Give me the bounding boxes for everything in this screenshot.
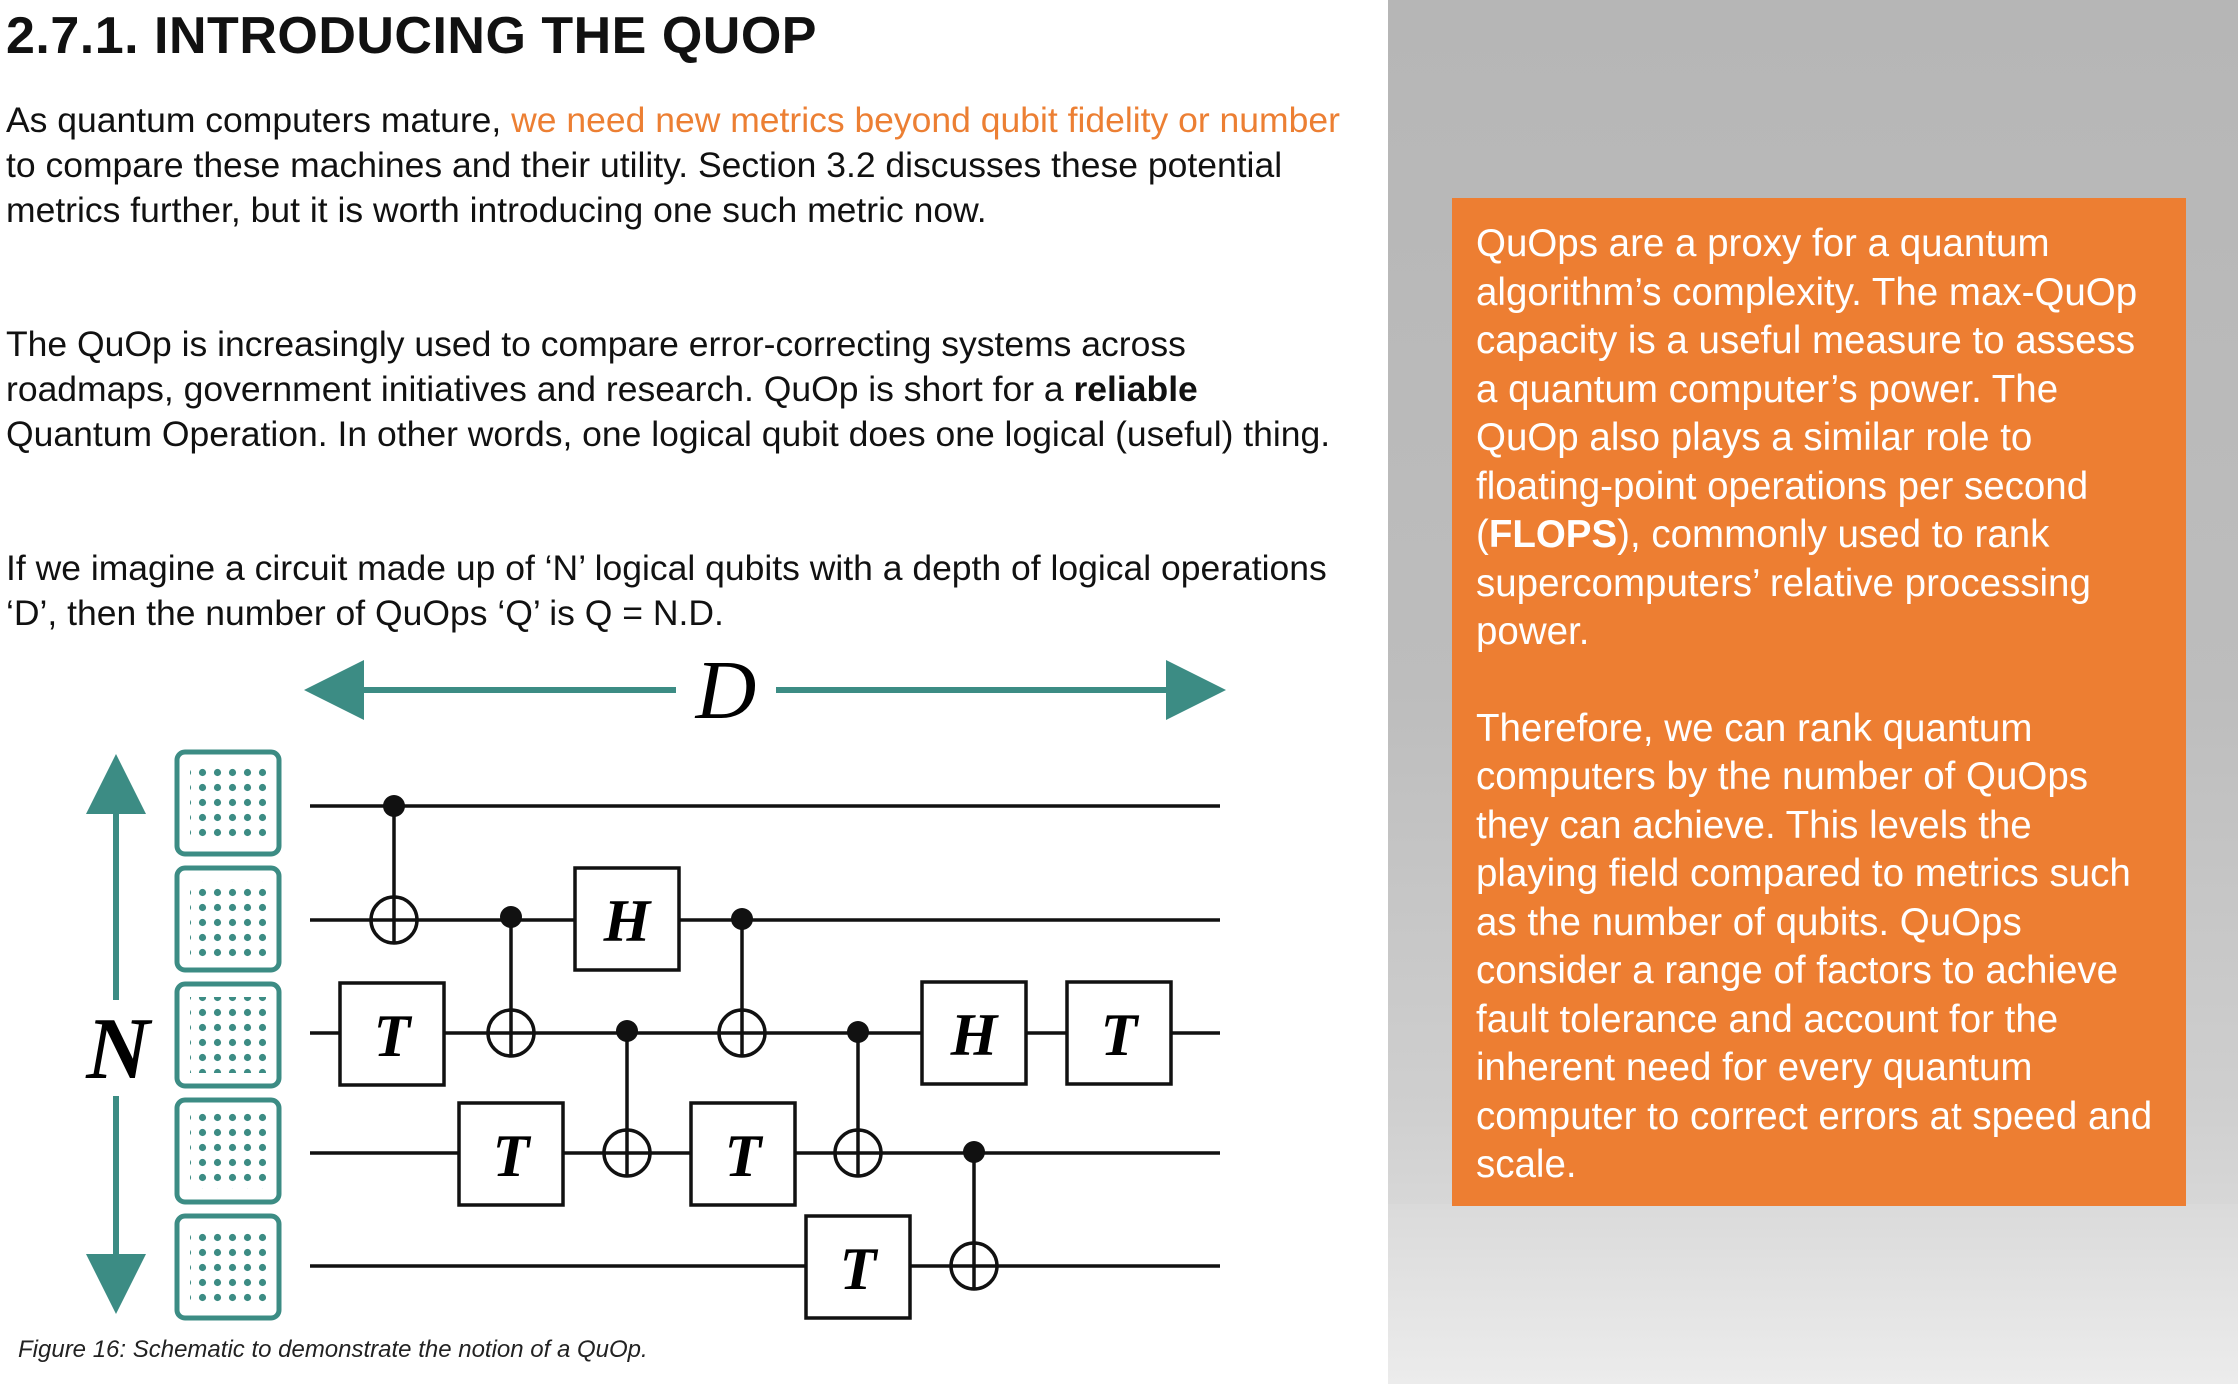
qubit-chip <box>177 1100 279 1202</box>
quop-circuit-schematic <box>0 640 1260 1340</box>
h-gate <box>575 868 679 970</box>
t-gate <box>459 1103 563 1205</box>
cnot-gate <box>835 1021 881 1176</box>
section-heading: 2.7.1. INTRODUCING THE QUOP <box>6 7 817 65</box>
t-gate <box>691 1103 795 1205</box>
intro-highlight: we need new metrics beyond qubit fidelity or number <box>511 100 1340 140</box>
callout-text-end: ), commonly used to rank supercomputers’ relative processing power. <box>1476 513 2091 653</box>
callout-paragraph <box>1476 220 2164 657</box>
callout-paragraph-2: Therefore, we can rank quantum computers by the number of QuOps they can achieve. This levels the playing field compared to metrics such as the number of qubits. QuOps consider a range of factors to achieve fault tolerance and account for the inherent need for every quantum computer to correct errors at speed and scale. <box>1476 706 2153 1186</box>
depth-label: D <box>695 644 757 737</box>
qubit-chip <box>177 984 279 1086</box>
quop-definition-paragraph <box>6 322 1346 457</box>
cnot-gate <box>488 906 534 1056</box>
t-gate <box>806 1216 910 1318</box>
t-gate <box>340 983 444 1085</box>
flops-term: FLOPS <box>1488 513 1618 556</box>
qubits-label: N <box>86 1001 150 1098</box>
paragraph-spacer <box>1476 657 2164 705</box>
cnot-gate <box>719 908 765 1056</box>
callout-text: QuOps are a proxy for a quantum algorithm’s complexity. The max-QuOp capacity is a useful measure to assess a quantum computer’s power. The QuOp also plays a similar role to floating-point operations per second ( <box>1476 222 2138 556</box>
floor-area <box>1388 1204 2238 1384</box>
t-gate-label: T <box>724 1123 762 1189</box>
definition-text: The QuOp is increasingly used to compare error-correcting systems across roadmaps, government initiatives and research. QuOp is short for a <box>6 324 1186 409</box>
qubit-chip <box>177 752 279 854</box>
intro-paragraph <box>6 98 1346 233</box>
t-gate-label: T <box>373 1003 411 1069</box>
cnot-gate <box>371 795 417 943</box>
h-gate-label: H <box>603 888 651 954</box>
intro-text-end: to compare these machines and their utility. Section 3.2 discusses these potential metrics further, but it is worth introducing one such metric now. <box>6 145 1283 230</box>
definition-text-end: Quantum Operation. In other words, one logical qubit does one logical (useful) thing. <box>6 414 1331 454</box>
t-gate-label: T <box>492 1123 530 1189</box>
h-gate <box>922 982 1026 1084</box>
intro-text: As quantum computers mature, <box>6 100 512 140</box>
definition-bold: reliable <box>1073 369 1198 409</box>
t-gate-label: T <box>1100 1002 1138 1068</box>
callout-box <box>1452 198 2186 1206</box>
h-gate-label: H <box>950 1002 998 1068</box>
figure-caption: Figure 16: Schematic to demonstrate the notion of a QuOp. <box>18 1336 648 1363</box>
t-gate-label: T <box>839 1236 877 1302</box>
t-gate <box>1067 982 1171 1084</box>
qubit-chip <box>177 1216 279 1318</box>
qubit-chip <box>177 868 279 970</box>
circuit-paragraph: If we imagine a circuit made up of ‘N’ logical qubits with a depth of logical operations ‘D’, then the number of QuOps ‘Q’ is Q = N.D. <box>6 548 1327 633</box>
cnot-gate <box>951 1141 997 1289</box>
cnot-gate <box>604 1020 650 1176</box>
